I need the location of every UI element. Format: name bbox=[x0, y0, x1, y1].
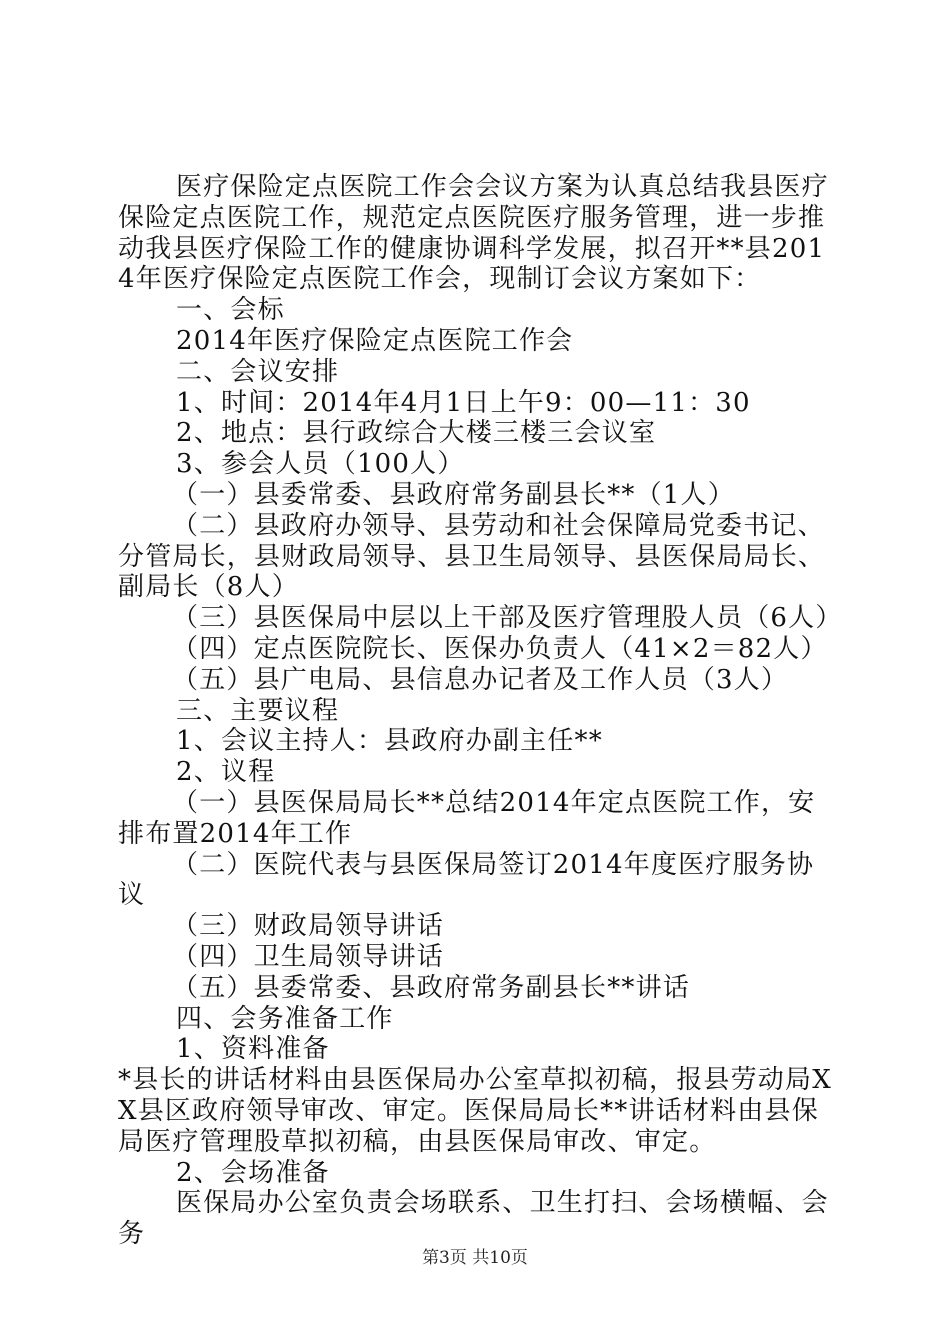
paragraph-intro: 医疗保险定点医院工作会会议方案为认真总结我县医疗保险定点医院工作，规范定点医院医疗服务管理，进一步推动我县医疗保险工作的健康协调科学发展，拟召开**县2014年医疗保险定点医院工作会，现制订会议方案如下： bbox=[118, 172, 829, 295]
document-body bbox=[118, 172, 843, 1250]
item-materials: 1、资料准备 bbox=[176, 1034, 330, 1065]
paragraph-venue: 医保局办公室负责会场联系、卫生打扫、会场横幅、会务 bbox=[118, 1188, 829, 1250]
attendee-group-1: （一）县委常委、县政府常务副县长**（1人） bbox=[172, 479, 735, 510]
item-location: 2、地点：县行政综合大楼三楼三会议室 bbox=[176, 418, 657, 449]
attendee-group-2: （二）县政府办领导、县劳动和社会保障局党委书记、分管局长，县财政局领导、县卫生局领导、县医保局局长、副局长（8人） bbox=[118, 510, 826, 603]
item-attendees: 3、参会人员（100人） bbox=[176, 449, 465, 480]
heading-section-2: 二、会议安排 bbox=[176, 356, 340, 387]
agenda-item-4: （四）卫生局领导讲话 bbox=[172, 941, 445, 972]
agenda-item-1: （一）县医保局局长**总结2014年定点医院工作，安排布置2014年工作 bbox=[118, 787, 816, 849]
item-venue: 2、会场准备 bbox=[176, 1157, 330, 1188]
heading-section-1: 一、会标 bbox=[176, 295, 285, 326]
paragraph-banner-title: 2014年医疗保险定点医院工作会 bbox=[176, 325, 574, 356]
agenda-item-2: （二）医院代表与县医保局签订2014年度医疗服务协议 bbox=[118, 849, 815, 911]
item-host: 1、会议主持人：县政府办副主任** bbox=[176, 726, 603, 757]
agenda-item-5: （五）县委常委、县政府常务副县长**讲话 bbox=[172, 972, 691, 1003]
page-footer bbox=[0, 1243, 950, 1268]
heading-section-3: 三、主要议程 bbox=[176, 695, 340, 726]
heading-section-4: 四、会务准备工作 bbox=[176, 1003, 394, 1034]
agenda-item-3: （三）财政局领导讲话 bbox=[172, 911, 445, 942]
item-time: 1、时间：2014年4月1日上午9：00—11：30 bbox=[176, 387, 751, 418]
attendee-group-3: （三）县医保局中层以上干部及医疗管理股人员（6人） bbox=[172, 603, 843, 634]
page-number-label: 第3页 共10页 bbox=[422, 1248, 528, 1268]
paragraph-materials: *县长的讲话材料由县医保局办公室草拟初稿，报县劳动局XX县区政府领导审改、审定。医保局局长**讲话材料由县保局医疗管理股草拟初稿，由县医保局审改、审定。 bbox=[118, 1065, 832, 1157]
attendee-group-4: （四）定点医院院长、医保办负责人（41×2＝82人） bbox=[172, 633, 828, 664]
item-agenda: 2、议程 bbox=[176, 757, 276, 788]
attendee-group-5: （五）县广电局、县信息办记者及工作人员（3人） bbox=[172, 664, 789, 695]
